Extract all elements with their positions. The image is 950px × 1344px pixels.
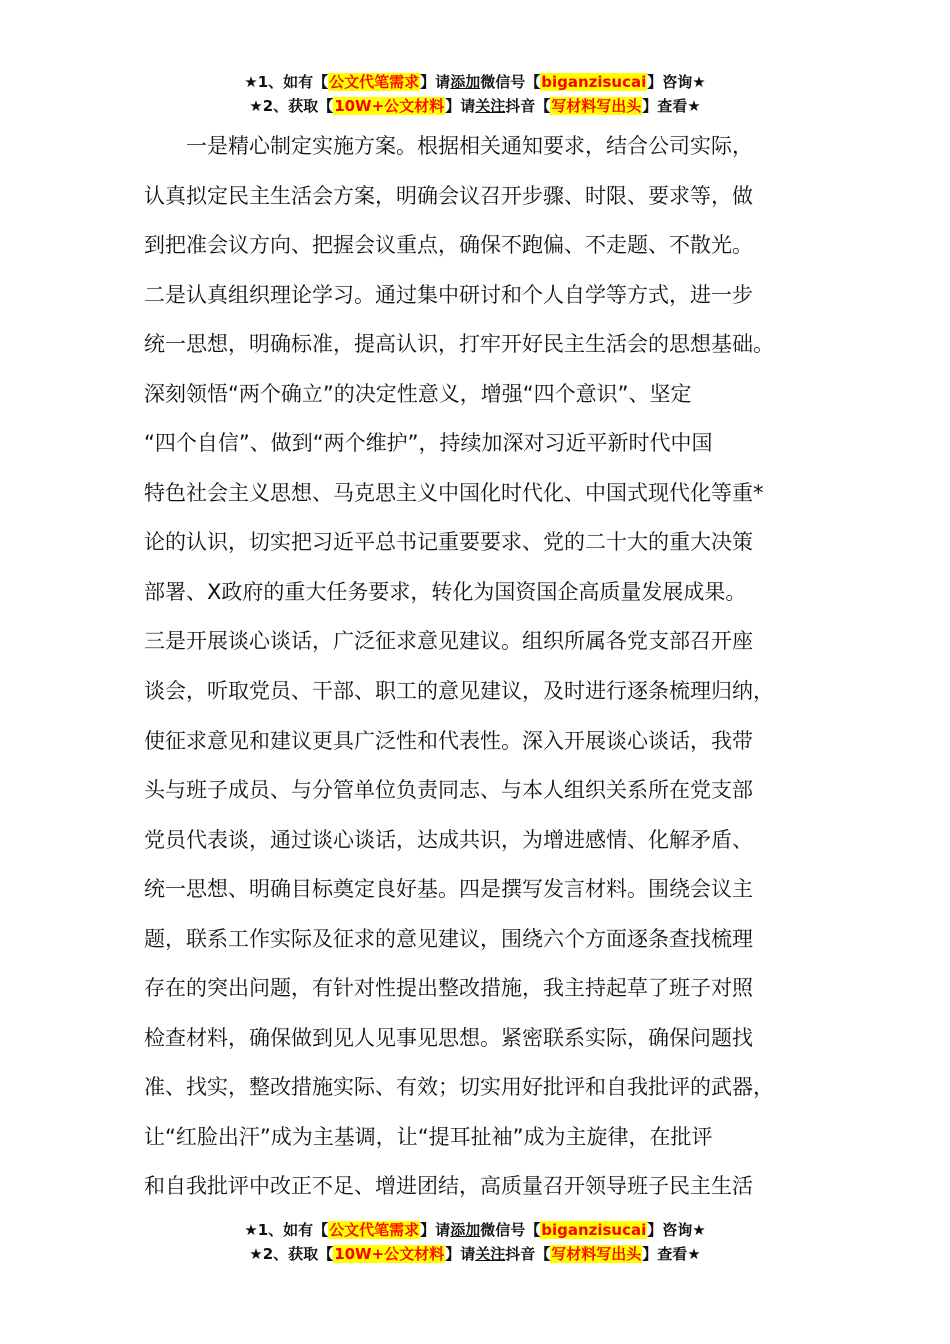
highlight-service: 公文代笔需求 [329, 1221, 420, 1239]
body-line: 论的认识，切实把习近平总书记重要要求、党的二十大的重大决策 [144, 530, 753, 555]
footer-emphasis: 添加 [450, 1221, 481, 1239]
highlight-materials: 10W+公文材料 [334, 97, 445, 115]
footer-emphasis: 关注 [475, 1245, 506, 1263]
highlight-service: 公文代笔需求 [329, 73, 420, 91]
body-line: 存在的突出问题，有针对性提出整改措施，我主持起草了班子对照 [144, 976, 753, 1001]
body-line: “四个自信”、做到“两个维护”，持续加深对习近平新时代中国 [144, 431, 713, 456]
body-line: 检查材料，确保做到见人见事见思想。紧密联系实际，确保问题找 [144, 1025, 753, 1050]
header-emphasis: 关注 [475, 97, 506, 115]
footer-text: ★1、如有【 [244, 1221, 329, 1239]
body-line: 三是开展谈心谈话，广泛征求意见建议。组织所属各党支部召开座 [144, 629, 753, 654]
footer-text: 抖音【 [505, 1245, 551, 1263]
footer-text: 微信号【 [480, 1221, 541, 1239]
header-line-1 [0, 70, 950, 94]
body-line: 统一思想、明确目标奠定良好基。四是撰写发言材料。围绕会议主 [144, 877, 753, 902]
footer-text: 】咨询★ [647, 1221, 706, 1239]
footer-text: 】请 [420, 1221, 451, 1239]
body-line: 准、找实，整改措施实际、有效；切实用好批评和自我批评的武器， [144, 1075, 774, 1100]
header-banner [0, 70, 950, 118]
header-text: 微信号【 [480, 73, 541, 91]
body-line: 党员代表谈，通过谈心谈话，达成共识，为增进感情、化解矛盾、 [144, 827, 753, 852]
header-text: 】请 [420, 73, 451, 91]
header-text: ★1、如有【 [244, 73, 329, 91]
highlight-materials: 10W+公文材料 [334, 1245, 445, 1263]
document-body [144, 122, 834, 1212]
header-text: ★2、获取【 [249, 97, 334, 115]
body-line: 让“红脸出汗”成为主基调，让“提耳扯袖”成为主旋律，在批评 [144, 1124, 713, 1149]
body-line: 谈会，听取党员、干部、职工的意见建议，及时进行逐条梳理归纳， [144, 679, 774, 704]
body-line: 到把准会议方向、把握会议重点，确保不跑偏、不走题、不散光。 [144, 233, 753, 258]
body-line: 特色社会主义思想、马克思主义中国化时代化、中国式现代化等重* [144, 480, 764, 505]
highlight-wechat-id: biganzisucai [541, 73, 647, 91]
header-text: 】查看★ [642, 97, 701, 115]
body-line: 头与班子成员、与分管单位负责同志、与本人组织关系所在党支部 [144, 778, 753, 803]
body-line: 部署、X政府的重大任务要求，转化为国资国企高质量发展成果。 [144, 579, 747, 604]
body-line: 一是精心制定实施方案。根据相关通知要求，结合公司实际， [144, 134, 753, 158]
highlight-douyin-account: 写材料写出头 [551, 1245, 642, 1263]
footer-text: ★2、获取【 [249, 1245, 334, 1263]
body-line: 题，联系工作实际及征求的意见建议，围绕六个方面逐条查找梳理 [144, 926, 753, 951]
footer-banner [0, 1218, 950, 1266]
body-line: 使征求意见和建议更具广泛性和代表性。深入开展谈心谈话，我带 [144, 728, 753, 753]
body-line: 统一思想，明确标准，提高认识，打牢开好民主生活会的思想基础。 [144, 332, 774, 357]
header-text: 抖音【 [505, 97, 551, 115]
footer-line-1 [0, 1218, 950, 1242]
header-text: 】咨询★ [647, 73, 706, 91]
footer-text: 】查看★ [642, 1245, 701, 1263]
footer-line-2 [0, 1242, 950, 1266]
body-line: 深刻领悟“两个确立”的决定性意义，增强“四个意识”、坚定 [144, 381, 692, 406]
header-emphasis: 添加 [450, 73, 481, 91]
body-line: 二是认真组织理论学习。通过集中研讨和个人自学等方式，进一步 [144, 282, 753, 307]
highlight-douyin-account: 写材料写出头 [551, 97, 642, 115]
footer-text: 】请 [445, 1245, 476, 1263]
header-line-2 [0, 94, 950, 118]
body-line: 认真拟定民主生活会方案，明确会议召开步骤、时限、要求等，做 [144, 183, 753, 208]
body-line: 和自我批评中改正不足、增进团结，高质量召开领导班子民主生活 [144, 1174, 753, 1199]
highlight-wechat-id: biganzisucai [541, 1221, 647, 1239]
header-text: 】请 [445, 97, 476, 115]
